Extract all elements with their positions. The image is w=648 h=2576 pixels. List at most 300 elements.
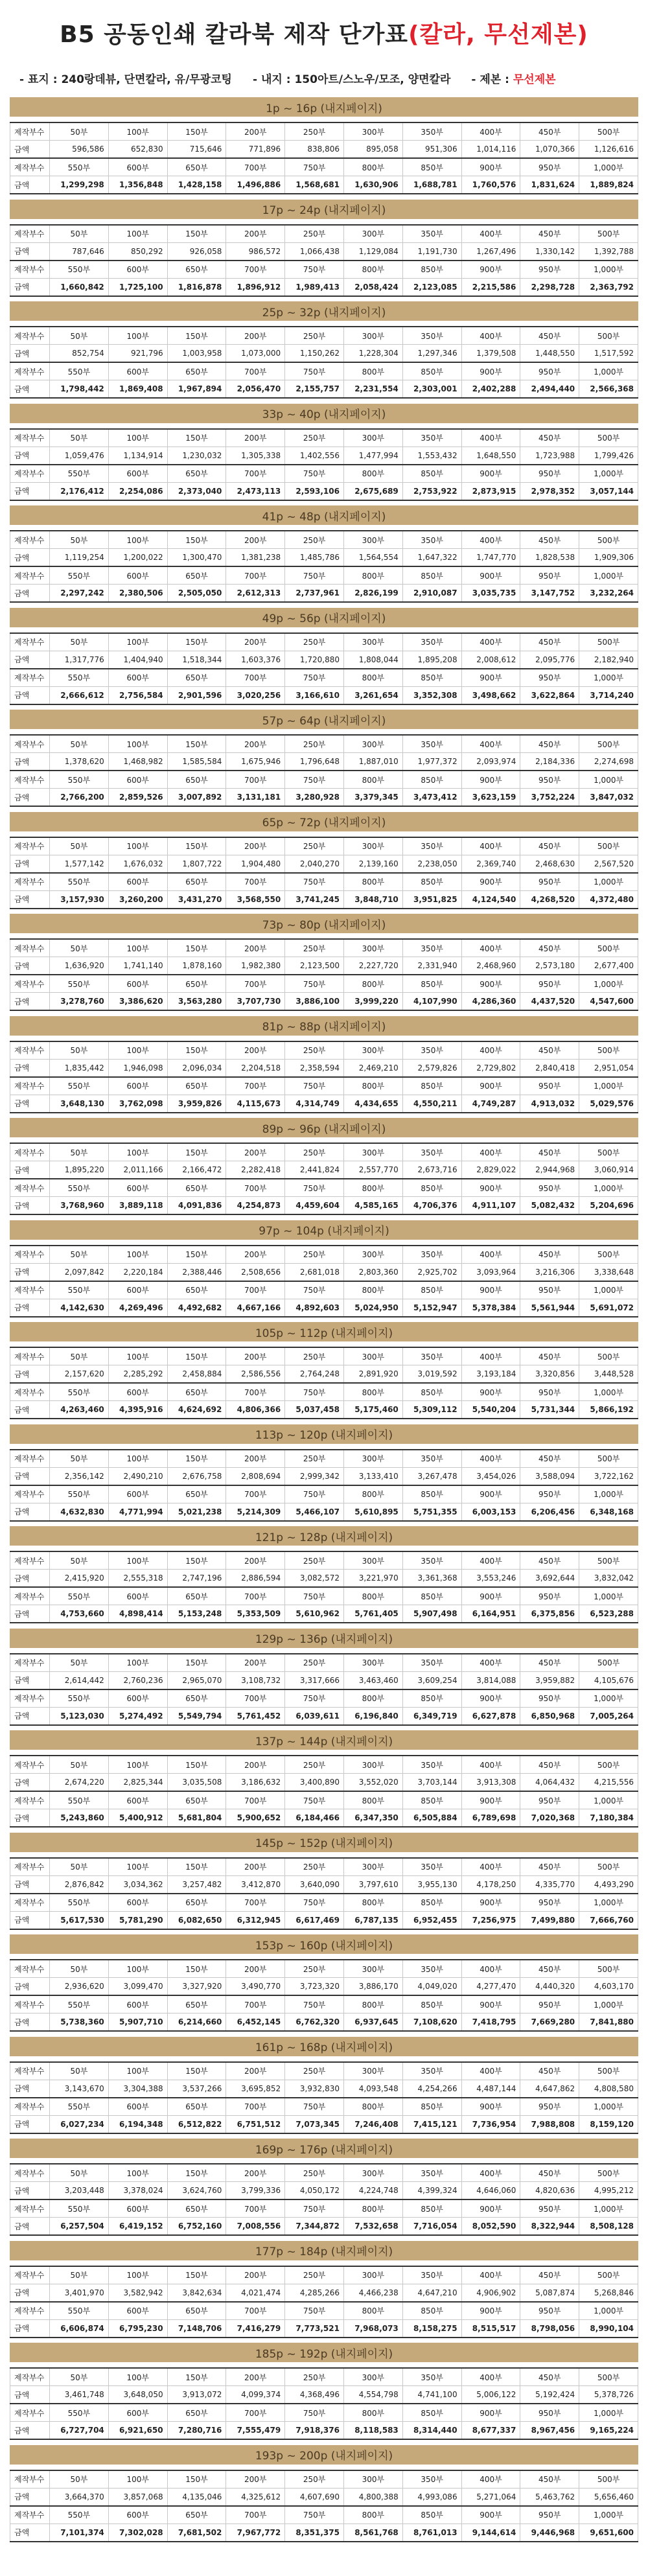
price-table (10, 632, 638, 705)
row-label: 제작부수 (10, 1077, 50, 1095)
price-cell: 1,568,681 (285, 176, 344, 194)
quantity-cell: 350부 (402, 2062, 461, 2080)
quantity-cell: 450부 (520, 225, 579, 243)
quantity-cell: 100부 (108, 1858, 167, 1876)
quantity-cell: 950부 (520, 1485, 579, 1503)
row-label: 제작부수 (10, 2302, 50, 2320)
quantity-cell: 400부 (461, 735, 520, 753)
quantity-cell: 750부 (285, 1791, 344, 1809)
price-cell: 8,052,590 (461, 2218, 520, 2236)
price-cell: 3,260,200 (108, 890, 167, 909)
price-cell: 6,752,160 (167, 2218, 226, 2236)
price-cell: 3,193,184 (461, 1365, 520, 1384)
quantity-cell: 900부 (461, 1995, 520, 2013)
row-label: 제작부수 (10, 465, 50, 483)
quantity-cell: 550부 (50, 1587, 109, 1605)
quantity-cell: 900부 (461, 2302, 520, 2320)
price-cell: 3,082,572 (285, 1570, 344, 1588)
quantity-cell: 300부 (343, 327, 402, 345)
price-cell: 2,274,698 (579, 753, 638, 771)
section-header: 105p ~ 112p (내지페이지) (10, 1322, 638, 1341)
quantity-cell: 850부 (402, 1077, 461, 1095)
table-row (10, 2470, 638, 2489)
price-cell: 2,380,506 (108, 585, 167, 603)
price-cell: 1,989,413 (285, 278, 344, 296)
quantity-cell: 150부 (167, 2062, 226, 2080)
page-title (0, 0, 648, 65)
row-label: 금액 (10, 1707, 50, 1725)
quantity-cell: 1,000부 (579, 975, 638, 993)
quantity-cell: 1,000부 (579, 2199, 638, 2218)
quantity-cell: 1,000부 (579, 1995, 638, 2013)
quantity-cell: 950부 (520, 261, 579, 279)
quantity-cell: 750부 (285, 465, 344, 483)
quantity-cell: 850부 (402, 873, 461, 891)
section-header: 121p ~ 128p (내지페이지) (10, 1526, 638, 1546)
price-cell: 3,498,662 (461, 686, 520, 704)
quantity-cell: 550부 (50, 1791, 109, 1809)
price-cell: 3,799,336 (226, 2182, 285, 2200)
section-header: 17p ~ 24p (내지페이지) (10, 200, 638, 219)
table-row (10, 1587, 638, 1605)
price-cell: 7,499,880 (520, 1911, 579, 1929)
price-cell: 3,361,368 (402, 1570, 461, 1588)
table-row (10, 669, 638, 687)
quantity-cell: 950부 (520, 669, 579, 687)
price-cell: 3,378,024 (108, 2182, 167, 2200)
price-cell: 838,806 (285, 141, 344, 159)
row-label: 제작부수 (10, 2199, 50, 2218)
section-header: 137p ~ 144p (내지페이지) (10, 1730, 638, 1750)
price-cell: 1,059,476 (50, 447, 109, 465)
quantity-cell: 350부 (402, 2470, 461, 2489)
price-cell: 2,737,961 (285, 585, 344, 603)
row-label: 금액 (10, 993, 50, 1011)
row-label: 제작부수 (10, 939, 50, 957)
row-label: 금액 (10, 2115, 50, 2133)
price-cell: 1,603,376 (226, 651, 285, 669)
quantity-cell: 650부 (167, 2098, 226, 2116)
price-cell: 3,060,914 (579, 1161, 638, 1179)
row-label: 제작부수 (10, 1894, 50, 1912)
price-cell: 4,906,902 (461, 2284, 520, 2302)
quantity-cell: 300부 (343, 735, 402, 753)
table-row (10, 2386, 638, 2404)
quantity-cell: 500부 (579, 122, 638, 141)
price-cell: 5,907,710 (108, 2013, 167, 2032)
table-row (10, 1179, 638, 1197)
quantity-cell: 100부 (108, 939, 167, 957)
quantity-cell: 850부 (402, 261, 461, 279)
table-row (10, 465, 638, 483)
quantity-cell: 300부 (343, 939, 402, 957)
row-label: 금액 (10, 1059, 50, 1077)
price-cell: 652,830 (108, 141, 167, 159)
price-cell: 1,066,438 (285, 242, 344, 261)
quantity-cell: 1,000부 (579, 2302, 638, 2320)
row-label: 제작부수 (10, 2404, 50, 2422)
price-cell: 2,220,184 (108, 1263, 167, 1281)
quantity-cell: 900부 (461, 465, 520, 483)
table-row (10, 1299, 638, 1317)
price-cell: 4,049,020 (402, 1978, 461, 1996)
quantity-cell: 50부 (50, 735, 109, 753)
price-cell: 4,064,432 (520, 1774, 579, 1792)
price-cell: 715,646 (167, 141, 226, 159)
row-label: 제작부수 (10, 1485, 50, 1503)
row-label: 제작부수 (10, 1995, 50, 2013)
quantity-cell: 700부 (226, 1995, 285, 2013)
price-cell: 3,913,072 (167, 2386, 226, 2404)
price-cell: 2,155,757 (285, 380, 344, 399)
price-cell: 3,707,730 (226, 993, 285, 1011)
price-cell: 4,224,748 (343, 2182, 402, 2200)
quantity-cell: 750부 (285, 1689, 344, 1708)
quantity-cell: 600부 (108, 566, 167, 585)
price-cell: 3,216,306 (520, 1263, 579, 1281)
price-cell: 3,552,020 (343, 1774, 402, 1792)
quantity-cell: 250부 (285, 1246, 344, 1264)
quantity-cell: 950부 (520, 975, 579, 993)
table-row (10, 2080, 638, 2098)
quantity-cell: 200부 (226, 122, 285, 141)
quantity-cell: 400부 (461, 1347, 520, 1365)
table-row (10, 975, 638, 993)
price-cell: 3,609,254 (402, 1671, 461, 1689)
price-cell: 5,021,238 (167, 1503, 226, 1521)
price-cell: 2,227,720 (343, 957, 402, 975)
price-cell: 3,490,770 (226, 1978, 285, 1996)
table-row (10, 1077, 638, 1095)
price-cell: 7,918,376 (285, 2422, 344, 2440)
price-cell: 1,585,584 (167, 753, 226, 771)
quantity-cell: 550부 (50, 362, 109, 380)
quantity-cell: 50부 (50, 1551, 109, 1570)
price-cell: 2,297,242 (50, 585, 109, 603)
price-cell: 4,646,060 (461, 2182, 520, 2200)
price-cell: 1,688,781 (402, 176, 461, 194)
price-cell: 2,056,470 (226, 380, 285, 399)
price-cell: 2,675,689 (343, 482, 402, 500)
quantity-cell: 450부 (520, 429, 579, 447)
price-cell: 1,904,480 (226, 855, 285, 873)
price-cell: 2,925,702 (402, 1263, 461, 1281)
table-row (10, 1347, 638, 1365)
table-row (10, 122, 638, 141)
price-cell: 1,895,208 (402, 651, 461, 669)
price-cell: 3,327,920 (167, 1978, 226, 1996)
price-cell: 4,434,655 (343, 1095, 402, 1113)
table-row (10, 225, 638, 243)
table-row (10, 1383, 638, 1401)
spec-text: 무선제본 (513, 73, 556, 86)
price-cell: 4,547,600 (579, 993, 638, 1011)
price-cell: 4,115,673 (226, 1095, 285, 1113)
price-cell: 1,630,906 (343, 176, 402, 194)
spec-item (19, 70, 232, 86)
quantity-cell: 50부 (50, 1960, 109, 1978)
row-label: 금액 (10, 141, 50, 159)
quantity-cell: 900부 (461, 771, 520, 789)
price-cell: 7,256,975 (461, 1911, 520, 1929)
table-row (10, 141, 638, 159)
price-cell: 2,766,200 (50, 789, 109, 807)
table-row (10, 2062, 638, 2080)
price-cell: 2,803,360 (343, 1263, 402, 1281)
price-cell: 2,666,612 (50, 686, 109, 704)
quantity-cell: 50부 (50, 2470, 109, 2489)
price-cell: 2,566,368 (579, 380, 638, 399)
row-label: 금액 (10, 1299, 50, 1317)
quantity-cell: 950부 (520, 1791, 579, 1809)
row-label: 금액 (10, 1605, 50, 1623)
price-cell: 1,946,098 (108, 1059, 167, 1077)
quantity-cell: 350부 (402, 1654, 461, 1672)
quantity-cell: 950부 (520, 2302, 579, 2320)
price-cell: 6,375,856 (520, 1605, 579, 1623)
price-cell: 1,831,624 (520, 176, 579, 194)
price-cell: 2,093,974 (461, 753, 520, 771)
quantity-cell: 950부 (520, 2404, 579, 2422)
price-cell: 3,913,308 (461, 1774, 520, 1792)
price-cell: 895,058 (343, 141, 402, 159)
price-cell: 3,057,144 (579, 482, 638, 500)
price-cell: 1,073,000 (226, 345, 285, 363)
price-cell: 4,603,170 (579, 1978, 638, 1996)
price-cell: 1,003,958 (167, 345, 226, 363)
table-row (10, 2199, 638, 2218)
quantity-cell: 250부 (285, 939, 344, 957)
quantity-cell: 950부 (520, 158, 579, 176)
table-row (10, 855, 638, 873)
price-cell: 5,866,192 (579, 1401, 638, 1419)
row-label: 제작부수 (10, 1756, 50, 1774)
spec-prefix: - 내지 : (252, 73, 295, 86)
quantity-cell: 650부 (167, 2302, 226, 2320)
quantity-cell: 450부 (520, 531, 579, 549)
quantity-cell: 850부 (402, 2199, 461, 2218)
price-cell: 3,379,345 (343, 789, 402, 807)
price-cell: 4,624,692 (167, 1401, 226, 1419)
quantity-cell: 950부 (520, 1179, 579, 1197)
quantity-cell: 250부 (285, 429, 344, 447)
section-header: 129p ~ 136p (내지페이지) (10, 1629, 638, 1648)
price-cell: 8,322,944 (520, 2218, 579, 2236)
quantity-cell: 600부 (108, 1894, 167, 1912)
price-cell: 6,606,874 (50, 2319, 109, 2338)
quantity-cell: 750부 (285, 873, 344, 891)
price-cell: 5,153,248 (167, 1605, 226, 1623)
price-cell: 6,347,350 (343, 1809, 402, 1828)
price-cell: 4,254,873 (226, 1197, 285, 1215)
price-cell: 986,572 (226, 242, 285, 261)
table-row (10, 380, 638, 399)
table-row (10, 1689, 638, 1708)
quantity-cell: 500부 (579, 1347, 638, 1365)
row-label: 제작부수 (10, 1179, 50, 1197)
quantity-cell: 300부 (343, 225, 402, 243)
price-cell: 2,747,196 (167, 1570, 226, 1588)
price-cell: 1,448,550 (520, 345, 579, 363)
quantity-cell: 450부 (520, 1246, 579, 1264)
table-row (10, 651, 638, 669)
price-cell: 5,463,762 (520, 2488, 579, 2506)
price-cell: 3,692,644 (520, 1570, 579, 1588)
quantity-cell: 450부 (520, 633, 579, 651)
price-table (10, 2163, 638, 2236)
price-cell: 1,428,158 (167, 176, 226, 194)
price-cell: 4,314,749 (285, 1095, 344, 1113)
quantity-cell: 650부 (167, 1383, 226, 1401)
quantity-cell: 200부 (226, 1960, 285, 1978)
price-cell: 2,760,236 (108, 1671, 167, 1689)
quantity-cell: 1,000부 (579, 1383, 638, 1401)
price-cell: 4,395,916 (108, 1401, 167, 1419)
price-cell: 2,204,518 (226, 1059, 285, 1077)
table-row (10, 2266, 638, 2284)
price-cell: 2,458,884 (167, 1365, 226, 1384)
quantity-cell: 900부 (461, 261, 520, 279)
quantity-cell: 950부 (520, 566, 579, 585)
price-cell: 2,951,054 (579, 1059, 638, 1077)
table-row (10, 2524, 638, 2542)
price-cell: 4,741,100 (402, 2386, 461, 2404)
quantity-cell: 300부 (343, 1347, 402, 1365)
quantity-cell: 700부 (226, 2098, 285, 2116)
row-label: 제작부수 (10, 566, 50, 585)
price-cell: 1,200,022 (108, 549, 167, 567)
quantity-cell: 250부 (285, 735, 344, 753)
quantity-cell: 750부 (285, 669, 344, 687)
price-table (10, 2061, 638, 2134)
price-cell: 2,166,472 (167, 1161, 226, 1179)
price-cell: 2,176,412 (50, 482, 109, 500)
price-cell: 2,555,318 (108, 1570, 167, 1588)
table-row (10, 873, 638, 891)
table-row (10, 2302, 638, 2320)
price-cell: 5,082,432 (520, 1197, 579, 1215)
price-cell: 4,440,320 (520, 1978, 579, 1996)
price-cell: 2,825,344 (108, 1774, 167, 1792)
price-cell: 1,577,142 (50, 855, 109, 873)
quantity-cell: 200부 (226, 1450, 285, 1468)
quantity-cell: 400부 (461, 1450, 520, 1468)
table-row (10, 2404, 638, 2422)
row-label: 제작부수 (10, 2098, 50, 2116)
section-header: 81p ~ 88p (내지페이지) (10, 1016, 638, 1036)
price-cell: 9,446,968 (520, 2524, 579, 2542)
table-row (10, 327, 638, 345)
price-cell: 3,797,610 (343, 1875, 402, 1894)
table-row (10, 890, 638, 909)
quantity-cell: 550부 (50, 261, 109, 279)
price-cell: 3,108,732 (226, 1671, 285, 1689)
row-label: 제작부수 (10, 873, 50, 891)
table-row (10, 2488, 638, 2506)
price-cell: 2,215,586 (461, 278, 520, 296)
table-row (10, 1281, 638, 1299)
price-cell: 4,091,836 (167, 1197, 226, 1215)
price-cell: 1,725,100 (108, 278, 167, 296)
table-row (10, 1161, 638, 1179)
quantity-cell: 200부 (226, 2062, 285, 2080)
quantity-cell: 800부 (343, 1894, 402, 1912)
price-cell: 1,799,426 (579, 447, 638, 465)
row-label: 제작부수 (10, 2506, 50, 2524)
row-label: 제작부수 (10, 1347, 50, 1365)
quantity-cell: 550부 (50, 2302, 109, 2320)
quantity-cell: 450부 (520, 2164, 579, 2182)
price-table (10, 1245, 638, 1317)
price-cell: 5,761,405 (343, 1605, 402, 1623)
quantity-cell: 850부 (402, 2404, 461, 2422)
table-row (10, 242, 638, 261)
quantity-cell: 250부 (285, 1450, 344, 1468)
price-cell: 787,646 (50, 242, 109, 261)
price-cell: 3,640,090 (285, 1875, 344, 1894)
price-table (10, 2470, 638, 2542)
price-cell: 6,952,455 (402, 1911, 461, 1929)
quantity-cell: 350부 (402, 1041, 461, 1060)
price-cell: 4,753,660 (50, 1605, 109, 1623)
quantity-cell: 550부 (50, 975, 109, 993)
table-row (10, 1246, 638, 1264)
quantity-cell: 750부 (285, 1281, 344, 1299)
price-cell: 1,909,306 (579, 549, 638, 567)
row-label: 제작부수 (10, 1246, 50, 1264)
price-cell: 3,448,528 (579, 1365, 638, 1384)
quantity-cell: 800부 (343, 2098, 402, 2116)
price-cell: 6,349,719 (402, 1707, 461, 1725)
quantity-cell: 900부 (461, 2199, 520, 2218)
title-main: B5 공동인쇄 칼라북 제작 단가표 (60, 21, 409, 48)
price-cell: 7,967,772 (226, 2524, 285, 2542)
price-cell: 8,158,275 (402, 2319, 461, 2338)
price-cell: 2,808,694 (226, 1467, 285, 1485)
quantity-cell: 350부 (402, 1960, 461, 1978)
row-label: 금액 (10, 2488, 50, 2506)
quantity-cell: 850부 (402, 2098, 461, 2116)
price-cell: 5,378,726 (579, 2386, 638, 2404)
title-sub: (칼라, 무선제본) (408, 21, 588, 48)
quantity-cell: 500부 (579, 939, 638, 957)
quantity-cell: 200부 (226, 939, 285, 957)
quantity-cell: 500부 (579, 2164, 638, 2182)
quantity-cell: 1,000부 (579, 1791, 638, 1809)
table-row (10, 1059, 638, 1077)
price-section (10, 2445, 638, 2567)
table-row (10, 2368, 638, 2386)
quantity-cell: 150부 (167, 2266, 226, 2284)
price-cell: 7,416,279 (226, 2319, 285, 2338)
table-row (10, 1911, 638, 1929)
table-row (10, 1467, 638, 1485)
price-cell: 4,215,556 (579, 1774, 638, 1792)
price-cell: 6,921,650 (108, 2422, 167, 2440)
quantity-cell: 200부 (226, 1654, 285, 1672)
quantity-cell: 350부 (402, 633, 461, 651)
price-cell: 7,418,795 (461, 2013, 520, 2032)
quantity-cell: 850부 (402, 2302, 461, 2320)
table-row (10, 566, 638, 585)
quantity-cell: 100부 (108, 1246, 167, 1264)
row-label: 제작부수 (10, 1041, 50, 1060)
table-row (10, 278, 638, 296)
section-header: 193p ~ 200p (내지페이지) (10, 2445, 638, 2465)
quantity-cell: 200부 (226, 1347, 285, 1365)
price-cell: 1,119,254 (50, 549, 109, 567)
price-cell: 1,402,556 (285, 447, 344, 465)
